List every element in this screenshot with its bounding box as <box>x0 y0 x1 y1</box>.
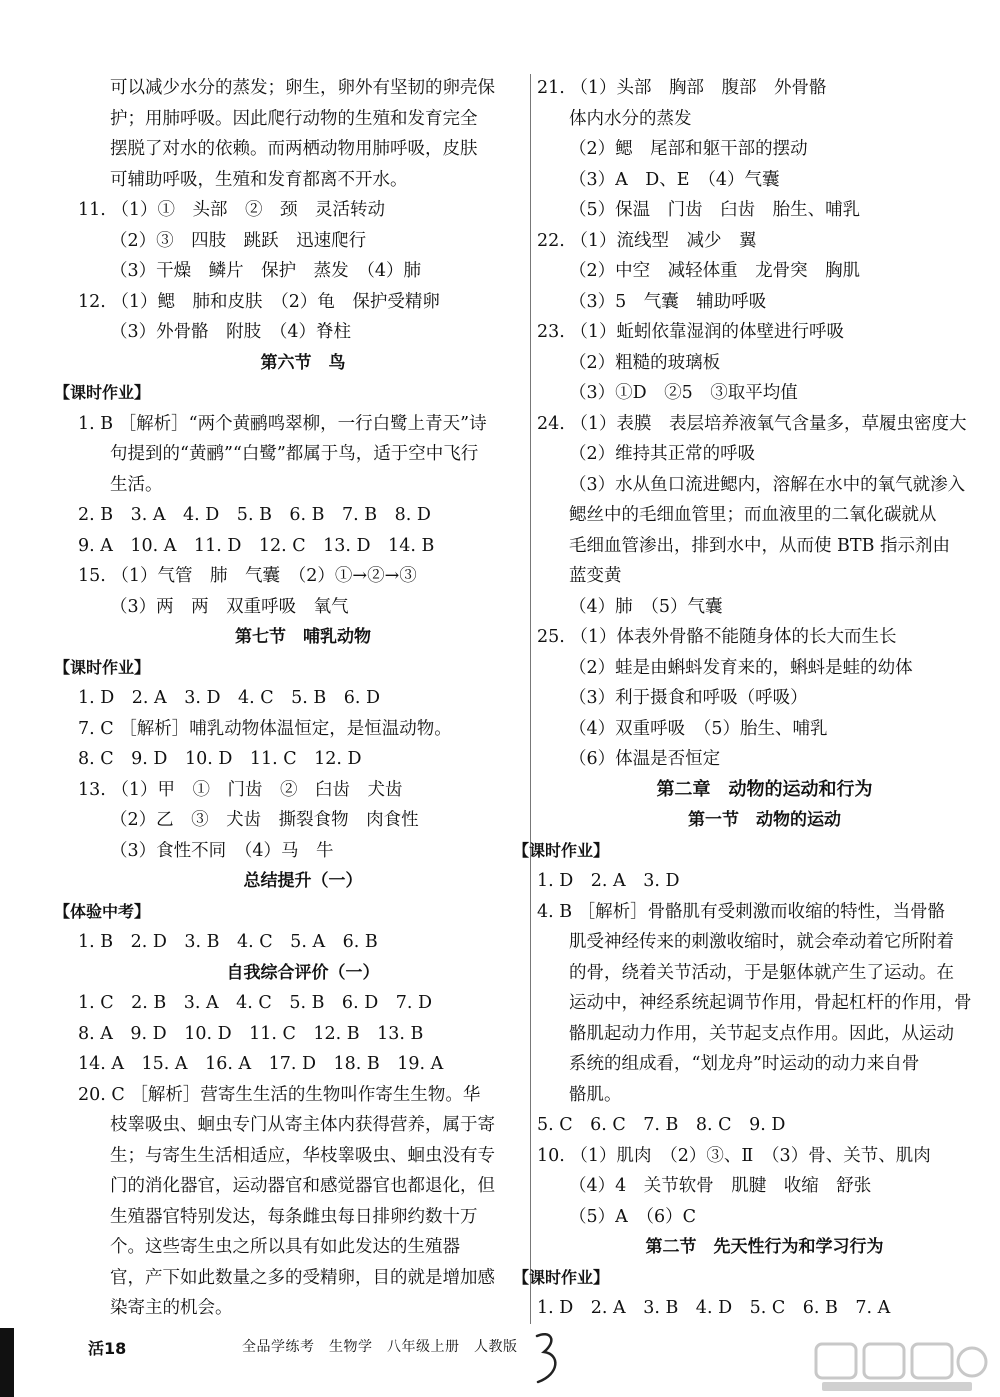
tag-label: 【课时作业】 <box>54 657 151 677</box>
answer-line: 枝睾吸虫、蛔虫专门从寄主体内获得营养，属于寄 <box>110 1115 495 1135</box>
answer-line: 摆脱了对水的依赖。而两栖动物用肺呼吸，皮肤 <box>110 139 478 159</box>
answer-line: 可以减少水分的蒸发；卵生，卵外有坚韧的卵壳保 <box>110 78 495 98</box>
section-heading: 自我综合评价（一） <box>226 962 380 983</box>
answer-line: 鳃丝中的毛细血管里；而血液里的二氧化碳就从 <box>569 505 937 525</box>
answer-line: 的骨，绕着关节活动，于是躯体就产生了运动。在 <box>569 962 954 983</box>
answer-line: 生；与寄生生活相适应，华枝睾吸虫、蛔虫没有专 <box>110 1145 495 1166</box>
section-heading: 第二节 先天性行为和学习行为 <box>645 1237 884 1257</box>
answer-line: 句提到的“黄鹂”“白鹭”都属于鸟，适于空中飞行 <box>110 444 479 464</box>
answer-line: （2）维持其正常的呼吸 <box>569 444 756 464</box>
answer-line: （4）4 关节软骨 肌腱 收缩 舒张 <box>569 1176 872 1196</box>
section-heading: 第一节 动物的运动 <box>688 810 841 830</box>
tag-label: 【课时作业】 <box>513 1267 610 1287</box>
answer-line: （3）外骨骼 附肢 （4）脊柱 <box>110 322 352 342</box>
answer-line: （3）A D、E （4）气囊 <box>569 169 780 190</box>
answer-line: 8. C 9. D 10. D 11. C 12. D <box>78 749 362 769</box>
answer-line: 体内水分的蒸发 <box>569 108 692 129</box>
answer-line: （4）双重呼吸 （5）胎生、哺乳 <box>569 718 828 739</box>
answer-line: 1. D 2. A 3. B 4. D 5. C 6. B 7. A <box>537 1298 891 1318</box>
page-number: 活18 <box>88 1339 127 1358</box>
answer-line: 24. （1）表膜 表层培养液氧气含量多，草履虫密度大 <box>537 413 967 434</box>
answer-line: 14. A 15. A 16. A 17. D 18. B 19. A <box>78 1054 444 1074</box>
answer-line: 23. （1）蚯蚓依靠湿润的体壁进行呼吸 <box>537 322 845 342</box>
answer-line: 10. （1）肌肉 （2）③、Ⅱ （3）骨、关节、肌肉 <box>537 1145 931 1166</box>
answer-line: 个。这些寄生虫之所以具有如此发达的生殖器 <box>110 1237 460 1257</box>
answer-line: 门的消化器官，运动器官和感觉器官也都退化，但 <box>110 1176 495 1196</box>
answer-line: （2）蛙是由蝌蚪发育来的，蝌蚪是蛙的幼体 <box>569 657 913 678</box>
answer-line: 21. （1）头部 胸部 腹部 外骨骼 <box>537 78 827 98</box>
answer-line: 1. B ［解析］“两个黄鹂鸣翠柳，一行白鹭上青天”诗 <box>78 413 487 434</box>
answer-line: 20. C ［解析］营寄生生活的生物叫作寄生生物。华 <box>78 1084 481 1105</box>
answer-line: 1. B 2. D 3. B 4. C 5. A 6. B <box>78 932 378 952</box>
answer-line: （2）鳃 尾部和躯干部的摆动 <box>569 139 808 159</box>
answer-line: 可辅助呼吸，生殖和发育都离不开水。 <box>110 169 408 190</box>
answer-line: （2）中空 减轻体重 龙骨突 胸肌 <box>569 261 861 281</box>
answer-line: 1. D 2. A 3. D <box>537 871 680 891</box>
section-tag <box>513 1263 992 1294</box>
handwritten-mark-icon <box>532 1330 562 1388</box>
section-tag <box>54 897 528 928</box>
answer-line: 染寄主的机会。 <box>110 1298 233 1318</box>
watermark-logo-icon <box>812 1340 992 1395</box>
answer-line: 生殖器官特别发达，每条雌虫每日排卵约数十万 <box>110 1206 478 1227</box>
right-column <box>513 73 992 1324</box>
section-tag <box>54 378 528 409</box>
answer-line: 7. C ［解析］哺乳动物体温恒定，是恒温动物。 <box>78 718 452 739</box>
answer-line: 5. C 6. C 7. B 8. C 9. D <box>537 1115 786 1135</box>
section-heading: 第七节 哺乳动物 <box>235 627 371 647</box>
answer-line: 1. D 2. A 3. D 4. C 5. B 6. D <box>78 688 381 708</box>
chapter-heading: 第二章 动物的运动和行为 <box>656 778 873 800</box>
answer-line: （3）5 气囊 辅助呼吸 <box>569 291 767 312</box>
answer-line: （5）保温 门齿 臼齿 胎生、哺乳 <box>569 200 861 220</box>
answer-line: （2）乙 ③ 犬齿 撕裂食物 肉食性 <box>110 810 419 830</box>
answer-line: 1. C 2. B 3. A 4. C 5. B 6. D 7. D <box>78 993 433 1013</box>
section-tag <box>513 836 992 867</box>
answer-line: （6）体温是否恒定 <box>569 749 721 769</box>
answer-line: （2）③ 四肢 跳跃 迅速爬行 <box>110 230 367 251</box>
answer-line: 22. （1）流线型 减少 翼 <box>537 230 757 251</box>
answer-line: 系统的组成看，“划龙舟”时运动的动力来自骨 <box>569 1054 920 1074</box>
section-heading: 总结提升（一） <box>243 871 363 891</box>
answer-line: 骼肌起动力作用，关节起支点作用。因此，从运动 <box>569 1023 954 1044</box>
answer-line: 8. A 9. D 10. D 11. C 12. B 13. B <box>78 1023 424 1044</box>
answer-line: 15. （1）气管 肺 气囊 （2）①→②→③ <box>78 566 417 586</box>
answer-line: （2）粗糙的玻璃板 <box>569 352 721 373</box>
column-divider <box>530 74 531 1324</box>
answer-line: （5）A （6）C <box>569 1206 697 1227</box>
answer-line: （3）①D ②5 ③取平均值 <box>569 383 798 403</box>
answer-line: 9. A 10. A 11. D 12. C 13. D 14. B <box>78 535 435 556</box>
answer-line: 2. B 3. A 4. D 5. B 6. B 7. B 8. D <box>78 505 431 525</box>
answer-line: 蓝变黄 <box>569 566 622 586</box>
answer-line: 12. （1）鳃 肺和皮肤 （2）龟 保护受精卵 <box>78 291 440 312</box>
answer-line: 骼肌。 <box>569 1084 622 1105</box>
answer-line: 4. B ［解析］骨骼肌有受刺激而收缩的特性，当骨骼 <box>537 901 946 922</box>
answer-line: 毛细血管渗出，排到水中，从而使 BTB 指示剂由 <box>569 535 951 556</box>
answer-line: 护；用肺呼吸。因此爬行动物的生殖和发育完全 <box>110 108 478 129</box>
answer-line: （3）利于摄食和呼吸（呼吸） <box>569 688 808 708</box>
tag-label: 【课时作业】 <box>54 383 151 402</box>
edge-bar <box>0 1328 14 1397</box>
left-column <box>54 73 528 1324</box>
answer-line: 官，产下如此数量之多的受精卵，目的就是增加感 <box>110 1267 495 1288</box>
section-heading: 第六节 鸟 <box>260 352 346 373</box>
answer-line: （3）水从鱼口流进鳃内，溶解在水中的氧气就渗入 <box>569 474 966 495</box>
tag-label: 【课时作业】 <box>513 840 610 860</box>
book-info: 全品学练考 生物学 八年级上册 人教版 <box>242 1339 518 1355</box>
answer-line: 25. （1）体表外骨骼不能随身体的长大而生长 <box>537 627 897 647</box>
section-tag <box>54 653 528 684</box>
answer-line: （3）两 两 双重呼吸 氧气 <box>110 596 349 617</box>
answer-line: 肌受神经传来的刺激收缩时，就会牵动着它所附着 <box>569 932 954 952</box>
tag-label: 【体验中考】 <box>54 901 151 921</box>
answer-line: 生活。 <box>110 474 163 495</box>
answer-line: 11. （1）① 头部 ② 颈 灵活转动 <box>78 200 386 220</box>
answer-line: （4）肺 （5）气囊 <box>569 596 723 617</box>
answer-line: （3）干燥 鳞片 保护 蒸发 （4）肺 <box>110 261 422 281</box>
answer-line: 运动中，神经系统起调节作用，骨起杠杆的作用，骨 <box>569 993 972 1013</box>
answer-line: （3）食性不同 （4）马 牛 <box>110 840 334 861</box>
answer-line: 13. （1）甲 ① 门齿 ② 臼齿 犬齿 <box>78 779 403 800</box>
